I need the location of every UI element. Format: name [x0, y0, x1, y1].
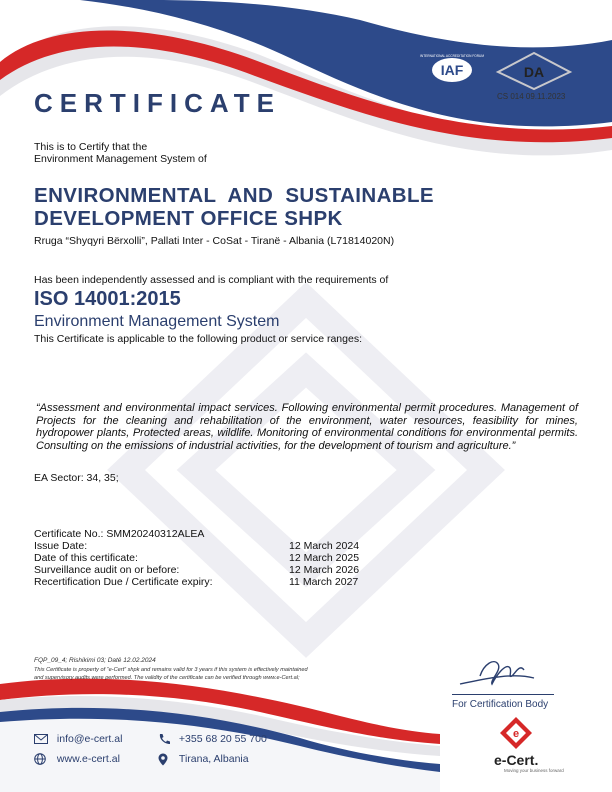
- contact-location: [158, 753, 249, 766]
- validity-notice-line-2: and supervisory audits were performed. The validity of the certificate can be verified through www.e-Cert.al;: [34, 675, 300, 681]
- contact-phone[interactable]: [158, 733, 267, 745]
- validity-notice-line-1: This Certificate is property of “e-Cert” shpk and remains valid for 3 years if this system is effectively maintained: [34, 667, 308, 673]
- certificate-number: Certificate No.: SMM20240312ALEA: [34, 528, 205, 540]
- form-reference: FQP_09_4; Rishikimi 03; Datë 12.02.2024: [34, 657, 156, 664]
- detail-row: [34, 576, 359, 588]
- contact-website[interactable]: [34, 753, 120, 765]
- detail-value: 12 March 2026: [289, 564, 360, 576]
- iaf-logo-text: IAF: [440, 62, 464, 78]
- detail-row: [34, 552, 360, 564]
- watermark-diamond: [126, 300, 486, 640]
- phone-icon: [158, 733, 170, 745]
- organization-name-line-1: ENVIRONMENTAL AND SUSTAINABLE: [34, 184, 435, 207]
- applicable-text: This Certificate is applicable to the following product or service ranges:: [34, 333, 362, 345]
- detail-value: 12 March 2024: [289, 540, 360, 552]
- da-logo: [497, 52, 571, 90]
- organization-name-line-2: DEVELOPMENT OFFICE SHPK: [34, 207, 343, 230]
- signature-line: [452, 694, 554, 695]
- organization-name: [34, 184, 434, 230]
- intro-line-1: This is to Certify that the: [34, 141, 148, 153]
- globe-icon: [34, 753, 46, 765]
- svg-text:e: e: [512, 728, 520, 740]
- envelope-icon: [34, 734, 48, 744]
- location-text: Tirana, Albania: [178, 753, 249, 766]
- iaf-logo: [420, 50, 484, 90]
- standard-code: ISO 14001:2015: [34, 288, 181, 310]
- organization-address: Rruga “Shyqyri Bërxolli”, Pallati Inter - CoSat - Tiranë - Albania (L71814020N): [34, 235, 395, 247]
- email-text: info@e-cert.al: [56, 733, 123, 745]
- website-text: www.e-cert.al: [56, 753, 120, 765]
- ecert-logo-mark: [499, 716, 533, 750]
- intro-line-2: Environment Management System of: [34, 153, 207, 165]
- certificate-title: CERTIFICATE: [34, 88, 281, 118]
- ea-sector: EA Sector: 34, 35;: [34, 472, 119, 484]
- detail-label: Date of this certificate:: [34, 552, 138, 564]
- detail-row: [34, 540, 360, 552]
- detail-row: [34, 564, 360, 576]
- detail-label: Issue Date:: [34, 540, 88, 552]
- da-accreditation-code: CS 014 09.11.2023: [497, 92, 566, 101]
- detail-value: 11 March 2027: [289, 576, 359, 588]
- ecert-brand: e-Cert.: [494, 752, 539, 768]
- detail-label: Recertification Due / Certificate expiry:: [34, 576, 213, 588]
- detail-value: 12 March 2025: [289, 552, 360, 564]
- ecert-tagline: Moving your business forward: [504, 768, 564, 773]
- da-logo-text: DA: [523, 64, 545, 80]
- phone-text: +355 68 20 55 700: [178, 733, 267, 745]
- signature: [450, 650, 550, 694]
- contact-email[interactable]: [34, 733, 122, 745]
- location-pin-icon: [158, 753, 168, 766]
- signature-caption: For Certification Body: [452, 699, 549, 710]
- scope-text: “Assessment and environmental impact services. Following environmental permit procedures. Management of Projects for the cleaning and rehabilitation of the environment, water resources, feasibility for mines, hydropower plants, Protected areas, wildlife. Monitoring of environmental conditions for environmental permits. Consulting on the emissions of industrial activities, for the development of tourism and agriculture.”: [36, 402, 578, 452]
- assessed-text: Has been independently assessed and is compliant with the requirements of: [34, 274, 389, 286]
- detail-label: Surveillance audit on or before:: [34, 564, 180, 576]
- standard-name: Environment Management System: [34, 313, 280, 330]
- iaf-ring-text: INTERNATIONAL ACCREDITATION FORUM: [420, 54, 484, 58]
